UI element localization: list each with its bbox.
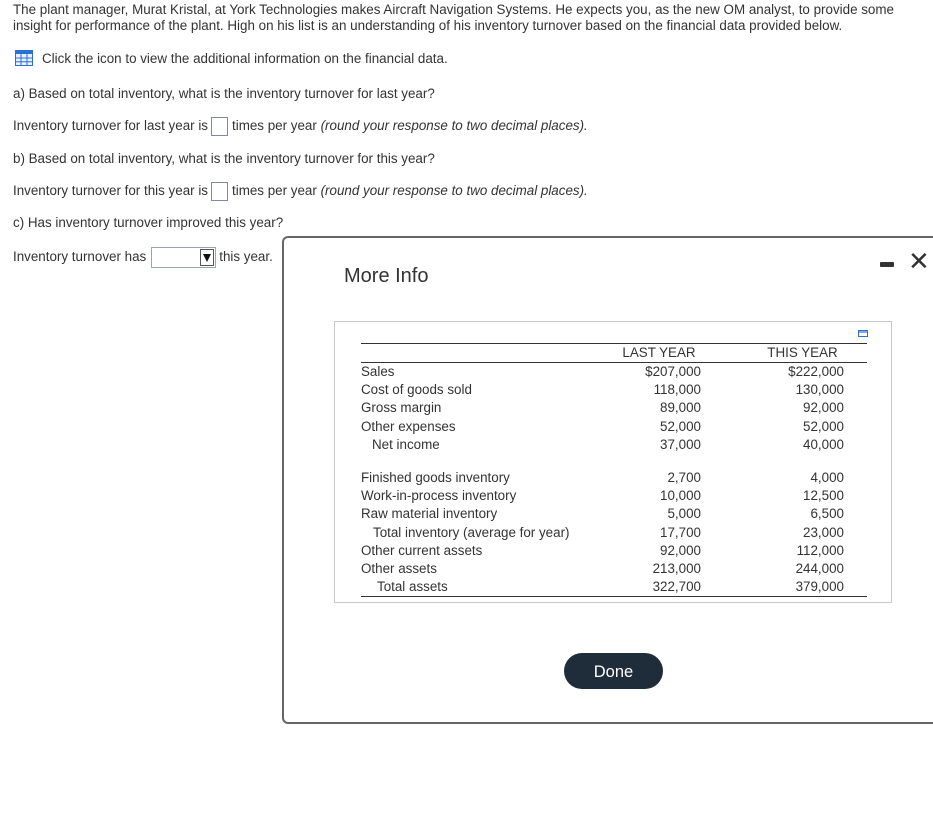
last-year-value: 10,000 <box>660 488 701 504</box>
last-year-value: 89,000 <box>660 400 701 416</box>
close-icon[interactable]: ✕ <box>908 246 930 276</box>
row-label: Sales <box>361 364 395 380</box>
answer-a-hint: (round your response to two decimal places). <box>320 118 588 134</box>
this-year-value: $222,000 <box>788 364 844 380</box>
financial-data-link-row <box>15 50 448 66</box>
table-header-row <box>361 344 867 363</box>
last-year-value: 37,000 <box>660 436 701 452</box>
this-year-turnover-input[interactable] <box>211 182 228 201</box>
table-row <box>361 505 867 523</box>
answer-b-hint: (round your response to two decimal places). <box>320 183 588 199</box>
last-year-value: 118,000 <box>653 382 701 398</box>
financial-data-instruction: Click the icon to view the additional information on the financial data. <box>42 50 448 66</box>
table-row <box>361 578 867 597</box>
more-info-dialog <box>282 236 933 724</box>
row-label: Total assets <box>377 579 448 595</box>
row-label: Other assets <box>361 560 437 576</box>
last-year-value: 5,000 <box>667 506 701 522</box>
dialog-title: More Info <box>344 265 429 287</box>
popout-icon[interactable] <box>858 330 868 338</box>
last-year-value: 17,700 <box>660 524 701 540</box>
header-this-year: THIS YEAR <box>761 344 844 363</box>
financial-data-panel <box>334 321 892 603</box>
answer-c-row <box>13 247 273 268</box>
last-year-value: 52,000 <box>660 418 701 434</box>
table-row <box>361 436 867 454</box>
answer-a-suffix: times per year <box>232 118 317 134</box>
table-grid-icon[interactable] <box>15 50 33 66</box>
row-label: Other current assets <box>361 542 483 558</box>
this-year-value: 112,000 <box>796 542 844 558</box>
row-label: Total inventory (average for year) <box>373 524 570 540</box>
table-spacer <box>361 454 867 469</box>
table-row <box>361 560 867 578</box>
this-year-value: 12,500 <box>803 488 844 504</box>
last-year-value: 213,000 <box>652 560 701 576</box>
this-year-value: 52,000 <box>803 418 844 434</box>
this-year-value: 130,000 <box>795 382 844 398</box>
this-year-value: 23,000 <box>803 524 844 540</box>
table-row <box>361 363 867 382</box>
table-row <box>361 399 867 417</box>
question-a: a) Based on total inventory, what is the inventory turnover for last year? <box>13 86 435 101</box>
table-row <box>361 524 867 542</box>
this-year-value: 6,500 <box>810 506 844 522</box>
answer-b-suffix: times per year <box>232 183 317 199</box>
row-label: Work-in-process inventory <box>361 488 517 504</box>
question-c: c) Has inventory turnover improved this year? <box>13 215 284 230</box>
done-button[interactable]: Done <box>564 653 663 689</box>
question-b: b) Based on total inventory, what is the inventory turnover for this year? <box>13 151 435 166</box>
answer-a-prefix: Inventory turnover for last year is <box>13 118 208 134</box>
this-year-value: 92,000 <box>803 400 844 416</box>
dropdown-arrow-icon[interactable] <box>200 249 214 266</box>
table-row <box>361 418 867 436</box>
header-last-year: LAST YEAR <box>617 344 701 363</box>
row-label: Raw material inventory <box>361 506 498 522</box>
answer-a-row <box>13 117 588 136</box>
last-year-turnover-input[interactable] <box>211 117 228 136</box>
answer-c-suffix: this year. <box>219 249 273 265</box>
this-year-value: 379,000 <box>795 579 844 595</box>
last-year-value: $207,000 <box>645 364 701 380</box>
row-label: Other expenses <box>361 418 456 434</box>
row-label: Gross margin <box>361 400 442 416</box>
table-row <box>361 542 867 560</box>
financial-table <box>361 343 867 597</box>
this-year-value: 4,000 <box>810 470 844 486</box>
table-row <box>361 487 867 505</box>
table-row <box>361 469 867 487</box>
this-year-value: 244,000 <box>795 560 844 576</box>
improvement-dropdown[interactable] <box>151 247 216 268</box>
minimize-icon[interactable] <box>880 262 894 267</box>
last-year-value: 322,700 <box>652 579 701 595</box>
this-year-value: 40,000 <box>803 436 844 452</box>
last-year-value: 92,000 <box>660 542 701 558</box>
table-row <box>361 381 867 399</box>
answer-c-prefix: Inventory turnover has <box>13 249 147 265</box>
last-year-value: 2,700 <box>667 470 701 486</box>
answer-b-row <box>13 182 588 201</box>
row-label: Net income <box>372 436 440 452</box>
row-label: Finished goods inventory <box>361 470 510 486</box>
row-label: Cost of goods sold <box>361 382 472 398</box>
answer-b-prefix: Inventory turnover for this year is <box>13 183 208 199</box>
problem-intro: The plant manager, Murat Kristal, at York Technologies makes Aircraft Navigation Systems. He expects you, as the new OM analyst, to provide some insight for performance of the plant. High on his list is an understanding of his inventory turnover based on the financial data provided below. <box>13 2 894 33</box>
